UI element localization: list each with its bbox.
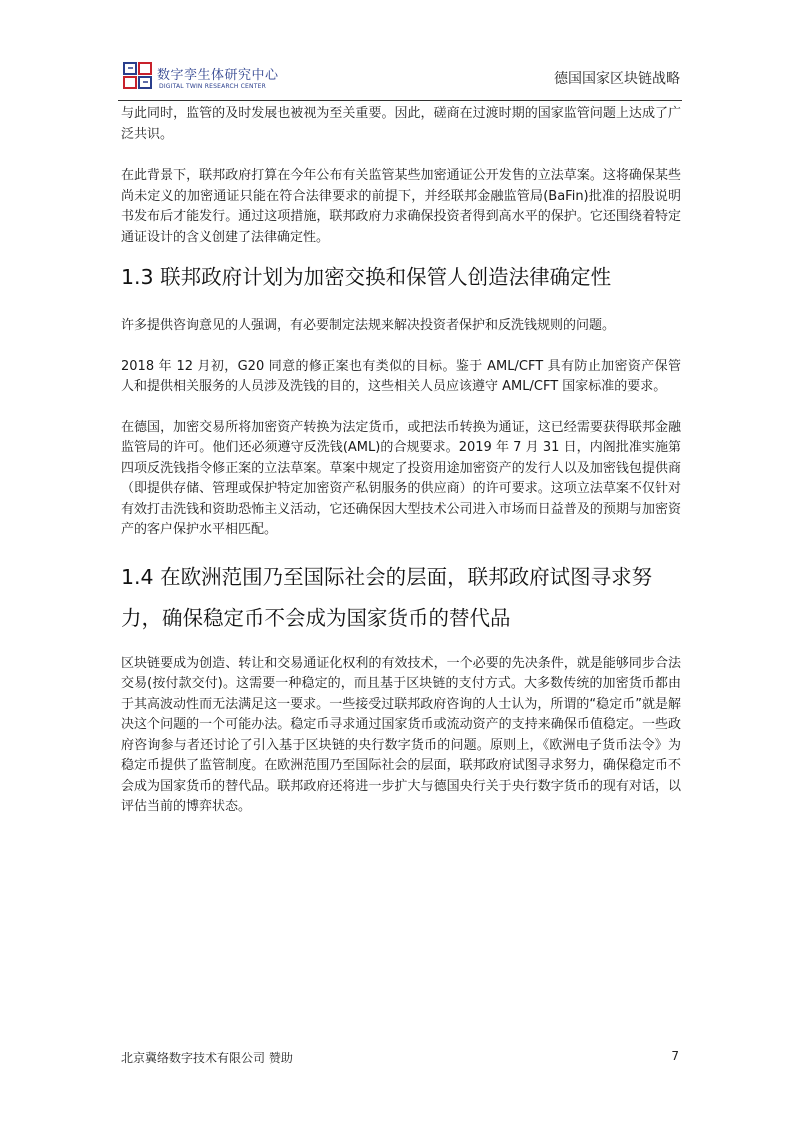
- footer-sponsor: 北京冀络数字技术有限公司 赞助: [121, 1051, 293, 1065]
- page-header: [118, 58, 682, 102]
- paragraph-4: 2018 年 12 月初，G20 同意的修正案也有类似的目标。鉴于 AML/CFT 具有防止加密资产保管人和提供相关服务的人员涉及洗钱的目的，这些相关人员应该遵守 AML/CFT 国家标准的要求。: [121, 358, 681, 394]
- page-body: [121, 104, 681, 818]
- paragraph-2: 在此背景下，联邦政府打算在今年公布有关监管某些加密通证公开发售的立法草案。这将确保某些尚未定义的加密通证只能在符合法律要求的前提下，并经联邦金融监管局(BaFin)批准的招股说明书发布后才能发行。通过这项措施，联邦政府力求确保投资者得到高水平的保护。它还围绕着特定通证设计的含义创建了法律确定性。: [121, 168, 681, 245]
- logo-text-cn: 数字孪生体研究中心: [157, 68, 279, 83]
- paragraph-1: 与此同时，监管的及时发展也被视为至关重要。因此，磋商在过渡时期的国家监管问题上达成了广泛共识。: [121, 106, 681, 142]
- logo-text-en: DIGITAL TWIN RESEARCH CENTER: [159, 83, 266, 90]
- paragraph-5: 在德国，加密交易所将加密资产转换为法定货币，或把法币转换为通证，这已经需要获得联邦金融监管局的许可。他们还必须遵守反洗钱(AML)的合规要求。2019 年 7 月 31 日，内阁批准实施第四项反洗钱指令修正案的立法草案。草案中规定了投资用途加密资产的发行人以及加密钱包提供商（即提供存储、管理或保护特定加密资产私钥服务的供应商）的许可要求。这项立法草案不仅针对有效打击洗钱和资助恐怖主义活动，它还确保因大型技术公司进入市场而日益普及的预期与加密资产的客户保护水平相匹配。: [121, 419, 681, 537]
- paragraph-6: 区块链要成为创造、转让和交易通证化权利的有效技术，一个必要的先决条件，就是能够同步合法交易(按付款交付)。这需要一种稳定的，而且基于区块链的支付方式。大多数传统的加密货币都由于其高波动性而无法满足这一要求。一些接受过联邦政府咨询的人士认为，所谓的“稳定币”就是解决这个问题的一个可能办法。稳定币寻求通过国家货币或流动资产的支持来确保币值稳定。一些政府咨询参与者还讨论了引入基于区块链的央行数字货币的问题。原则上，《欧洲电子货币法令》为稳定币提供了监管制度。在欧洲范围乃至国际社会的层面，联邦政府试图寻求努力，确保稳定币不会成为国家货币的替代品。联邦政府还将进一步扩大与德国央行关于央行数字货币的现有对话，以评估当前的博弈状态。: [121, 655, 681, 814]
- page-number: 7: [671, 1049, 679, 1063]
- section-heading-1-4: 1.4 在欧洲范围乃至国际社会的层面，联邦政府试图寻求努力，确保稳定币不会成为国家货币的替代品: [121, 564, 653, 630]
- logo: [123, 60, 283, 94]
- logo-mark-icon: [123, 60, 155, 92]
- paragraph-3: 许多提供咨询意见的人强调，有必要制定法规来解决投资者保护和反洗钱规则的问题。: [121, 318, 616, 333]
- document-title: 德国国家区块链战略: [554, 71, 680, 87]
- header-divider: [118, 100, 682, 101]
- section-heading-1-3: 1.3 联邦政府计划为加密交换和保管人创造法律确定性: [121, 265, 612, 289]
